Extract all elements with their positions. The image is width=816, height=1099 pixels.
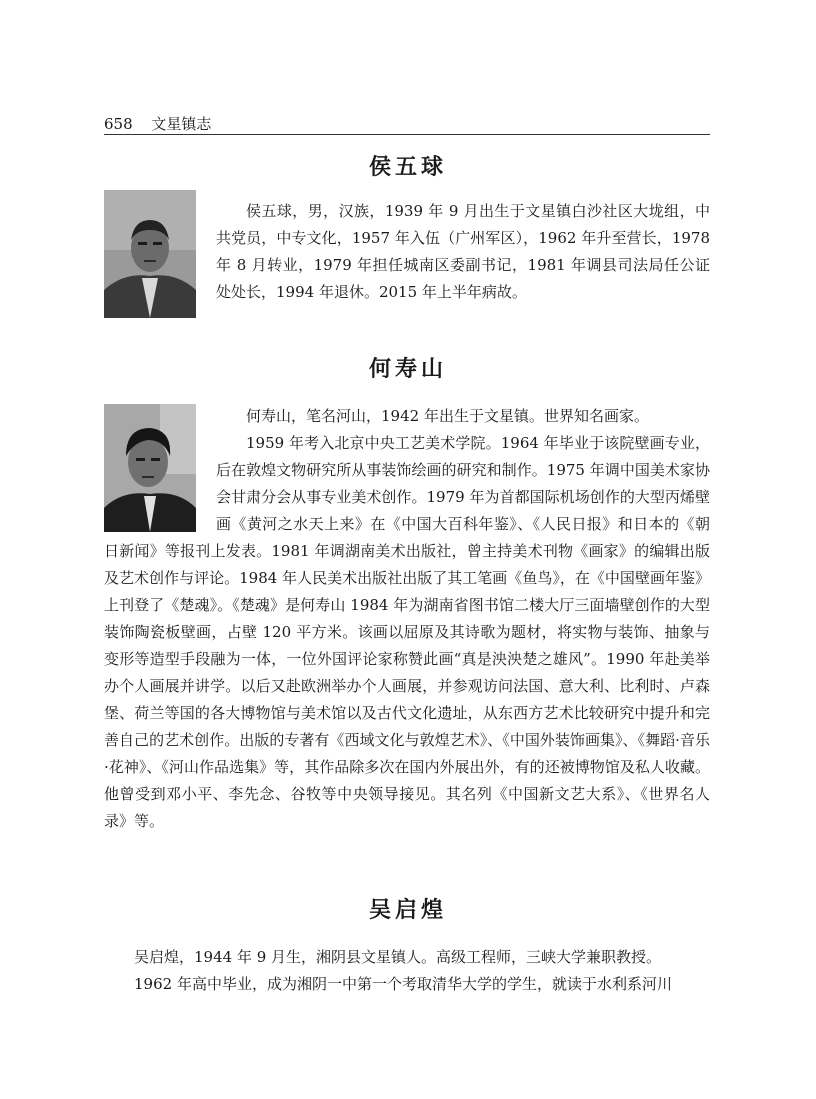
section-title-he-shoushan: 何寿山 (368, 357, 447, 382)
section-body-wu-qihuang (104, 944, 710, 998)
page-header (104, 114, 710, 135)
paragraph: 1962 年高中毕业，成为湘阴一中第一个考取清华大学的学生，就读于水利系河川 (134, 975, 672, 993)
paragraph: 1959 年考入北京中央工艺美术学院。1964 年毕业于该院壁画专业，后在敦煌文物研究所从事装饰绘画的研究和制作。1975 年调中国美术家协会甘肃分会从事专业美术创作。1979 年为首都国际机场创作的大型丙烯壁画《黄河之水天上来》在《中国大百科年鉴》、《人民日报》和日本的《朝日新闻》等报刊上发表。1981 年调湖南美术出版社，曾主持美术刊物《画家》的编辑出版及艺术创作与评论。1984 年人民美术出版社出版了其工笔画《鱼鸟》，在《中国壁画年鉴》上刊登了《楚魂》。《楚魂》是何寿山 1984 年为湖南省图书馆二楼大厅三面墙壁创作的大型装饰陶瓷板壁画，占壁 120 平方米。该画以屈原及其诗歌为题材，将实物与装饰、抽象与变形等造型手段融为一体，一位外国评论家称赞此画“真是泱泱楚之雄风”。1990 年赴美举办个人画展并讲学。以后又赴欧洲举办个人画展，并参观访问法国、意大利、比利时、卢森堡、荷兰等国的各大博物馆与美术馆以及古代文化遗址，从东西方艺术比较研究中提升和完善自己的艺术创作。出版的专著有《西域文化与敦煌艺术》、《中国外装饰画集》、《舞蹈·音乐·花神》、《河山作品选集》等，其作品除多次在国内外展出外，有的还被博物馆及私人收藏。他曾受到邓小平、李先念、谷牧等中央领导接见。其名列《中国新文艺大系》、《世界名人录》等。 (104, 434, 710, 830)
section-title-wu-qihuang: 吴启煌 (368, 898, 447, 923)
paragraph: 何寿山，笔名河山，1942 年出生于文星镇。世界知名画家。 (246, 407, 649, 425)
section-title-hou-wuqiu: 侯五球 (368, 155, 447, 180)
section-body-hou-wuqiu (104, 198, 710, 318)
section-body-he-shoushan (104, 403, 710, 835)
page-number: 658 (104, 115, 133, 133)
book-title: 文星镇志 (151, 115, 212, 133)
paragraph: 侯五球，男，汉族，1939 年 9 月出生于文星镇白沙社区大垅组，中共党员，中专文化，1957 年入伍（广州军区），1962 年升至营长，1978 年 8 月转业，1979 年担任城南区委副书记，1981 年调县司法局任公证处处长，1994 年退休。2015 年上半年病故。 (216, 202, 710, 301)
paragraph: 吴启煌，1944 年 9 月生，湘阴县文星镇人。高级工程师，三峡大学兼职教授。 (134, 948, 662, 966)
